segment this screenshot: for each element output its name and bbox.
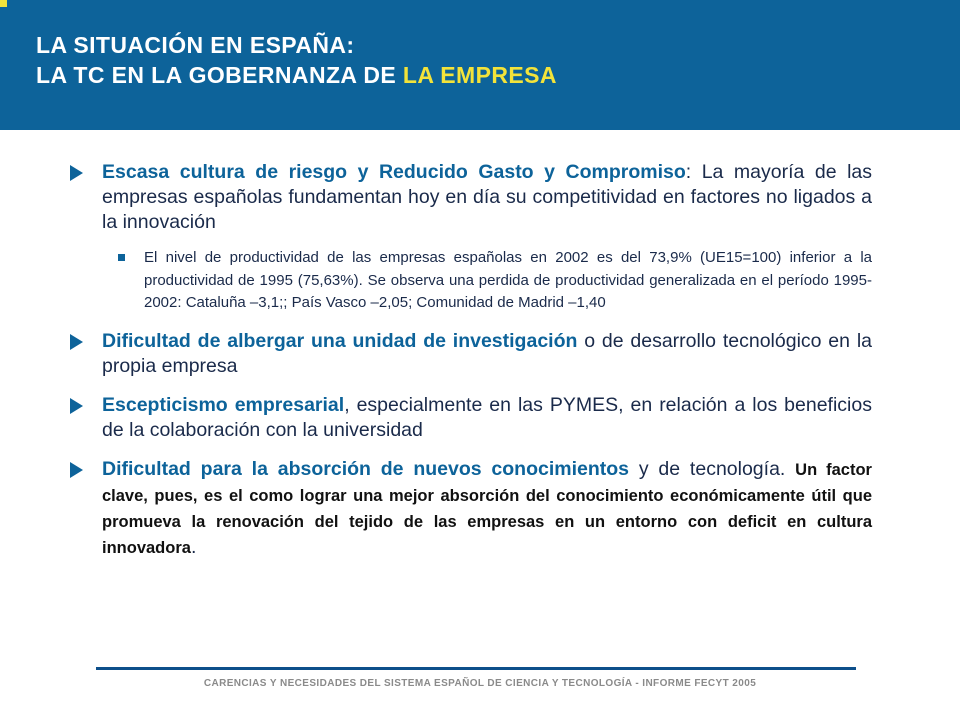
page-title xyxy=(36,30,557,90)
arrow-bullet-icon xyxy=(70,334,83,350)
title-line-2-prefix: LA TC EN LA GOBERNANZA DE xyxy=(36,62,403,88)
bullet-text: : La mayoría de las empresas españolas fundamentan hoy en día su competitividad en factores no ligados a la innovación xyxy=(102,161,873,233)
square-bullet-icon xyxy=(118,254,125,261)
bullet-lead: Dificultad para la absorción de nuevos conocimientos xyxy=(102,457,630,480)
bullet-text: o de desarrollo tecnológico en la propia empresa xyxy=(102,329,872,377)
arrow-bullet-icon xyxy=(70,165,83,181)
arrow-bullet-icon xyxy=(70,462,83,478)
arrow-bullet-icon xyxy=(70,398,83,414)
bullet-lead: Dificultad de albergar una unidad de investigación xyxy=(102,329,578,352)
bullet-lead: Escepticismo empresarial xyxy=(102,393,345,416)
bullet-lead: Escasa cultura de riesgo y Reducido Gasto y Compromiso xyxy=(102,161,686,183)
bullet-item xyxy=(68,393,872,443)
bullet-item xyxy=(68,329,872,379)
header-banner xyxy=(0,0,960,130)
bullet-item xyxy=(68,160,872,235)
footer-text: CARENCIAS Y NECESIDADES DEL SISTEMA ESPAÑOL DE CIENCIA Y TECNOLOGÍA - INFORME FECYT 2005 xyxy=(203,678,757,689)
title-line-1: LA SITUACIÓN EN ESPAÑA: xyxy=(36,32,355,58)
bullet-text: y de tecnología. xyxy=(629,457,796,480)
bullet-item xyxy=(68,457,872,561)
content-body xyxy=(68,160,872,575)
sub-bullet-text: El nivel de productividad de las empresas españolas en 2002 es del 73,9% (UE15=100) inferior a la productividad de 1995 (75,63%). Se observa una perdida de productividad generalizada en el período 1995-2002: Cataluña –3,1;; País Vasco –2,05; Comunidad de Madrid –1,40 xyxy=(144,249,872,311)
bullet-tail: . xyxy=(190,535,197,558)
footer-divider xyxy=(96,667,856,670)
bullet-emphasis: Un factor clave, pues, es el como lograr una mejor absorción del conocimiento económicamente útil que promueva la renovación del tejido de las empresas en un entorno con deficit en cultura innovadora xyxy=(102,460,872,557)
corner-accent xyxy=(0,0,7,7)
title-line-2 xyxy=(36,60,557,90)
sub-bullet-item xyxy=(68,247,872,315)
title-highlight: LA EMPRESA xyxy=(402,62,557,88)
bullet-text: , especialmente en las PYMES, en relación a los beneficios de la colaboración con la universidad xyxy=(102,393,872,441)
